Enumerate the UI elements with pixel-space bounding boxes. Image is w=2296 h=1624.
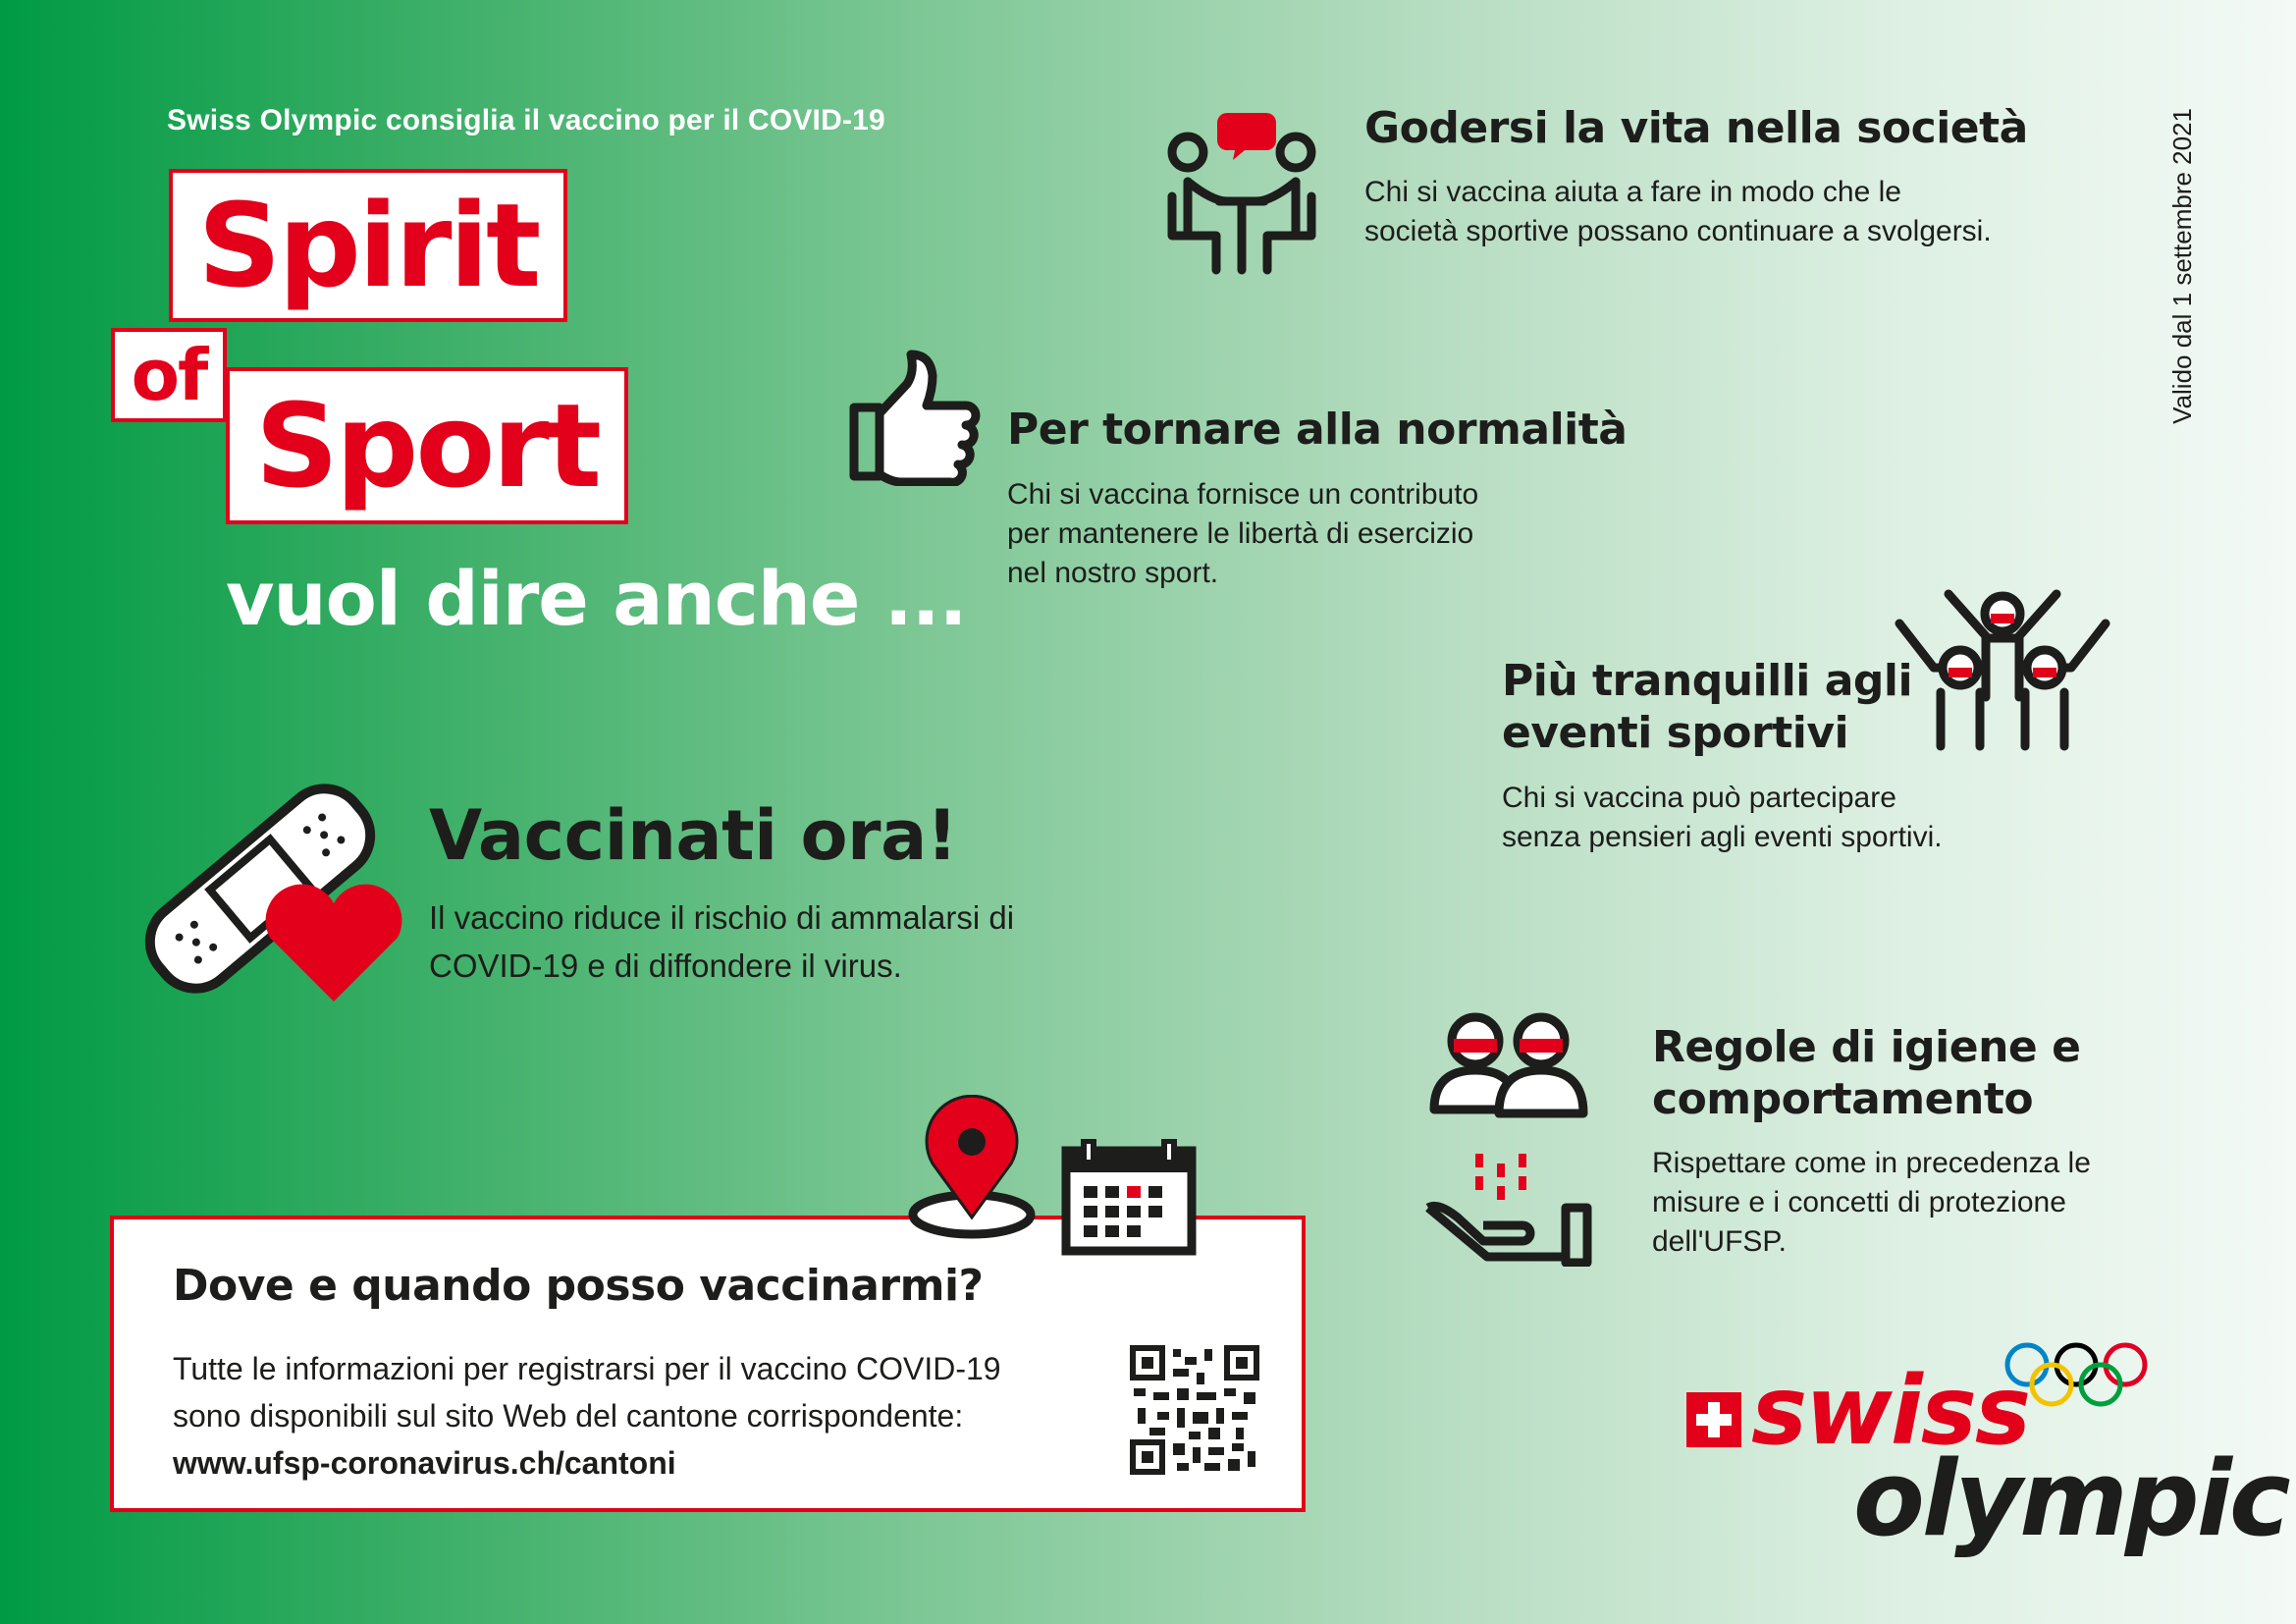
feature-text-events: Chi si vaccina può partecipare senza pensieri agli eventi sportivi. — [1502, 782, 1943, 853]
logo-olympic: olympic — [1853, 1438, 2288, 1559]
vaccinate-title: Vaccinati ora! — [429, 795, 958, 876]
feature-title-society: Godersi la vita nella società — [1364, 103, 2028, 153]
hand-wash-icon — [1418, 1149, 1595, 1267]
calendar-icon — [1060, 1139, 1198, 1257]
qr-code[interactable] — [1130, 1345, 1259, 1475]
where-text: Tutte le informazioni per registrarsi per il vaccino COVID-19 sono disponibili sul sito Web del cantone corrispondente: www.ufsp-coronavirus.ch/cantoni — [173, 1345, 1001, 1487]
tagline: vuol dire anche ... — [226, 555, 967, 642]
feature-text-hygiene: Rispettare come in precedenza le misure e i concetti di protezione dell'UFSP. — [1652, 1147, 2091, 1258]
people-talking-icon — [1158, 103, 1325, 280]
feature-title-hygiene: Regole di igiene e comportamento — [1652, 1022, 2081, 1124]
kicker-text: Swiss Olympic consiglia il vaccino per il COVID-19 — [167, 104, 885, 136]
title-spirit: Spirit — [169, 169, 567, 322]
title-sport: Sport — [226, 367, 628, 524]
cheering-crowd-icon — [1890, 584, 2115, 751]
feature-title-events: Più tranquilli agli eventi sportivi — [1502, 656, 1913, 758]
swiss-cross-icon — [1686, 1392, 1741, 1447]
logo-swiss: swiss — [1751, 1356, 2030, 1466]
location-pin-icon — [905, 1095, 1042, 1242]
masked-people-icon — [1428, 1001, 1595, 1119]
feature-text-society: Chi si vaccina aiuta a fare in modo che le società sportive possano continuare a svolgersi. — [1364, 176, 1992, 247]
title-of: of — [111, 328, 227, 422]
feature-title-normality: Per tornare alla normalità — [1007, 405, 1628, 455]
bandage-heart-icon — [133, 761, 407, 1016]
where-title: Dove e quando posso vaccinarmi? — [173, 1261, 984, 1311]
vaccinate-text: Il vaccino riduce il rischio di ammalarsi di COVID-19 e di diffondere il virus. — [429, 899, 1015, 984]
where-when-box — [110, 1216, 1306, 1512]
feature-text-normality: Chi si vaccina fornisce un contributo per mantenere le libertà di esercizio nel nostro sport. — [1007, 478, 1479, 589]
cantons-link[interactable]: www.ufsp-coronavirus.ch/cantoni — [173, 1445, 676, 1481]
valid-date-label: Valido dal 1 settembre 2021 — [2167, 108, 2197, 424]
thumbs-up-icon — [848, 349, 981, 486]
